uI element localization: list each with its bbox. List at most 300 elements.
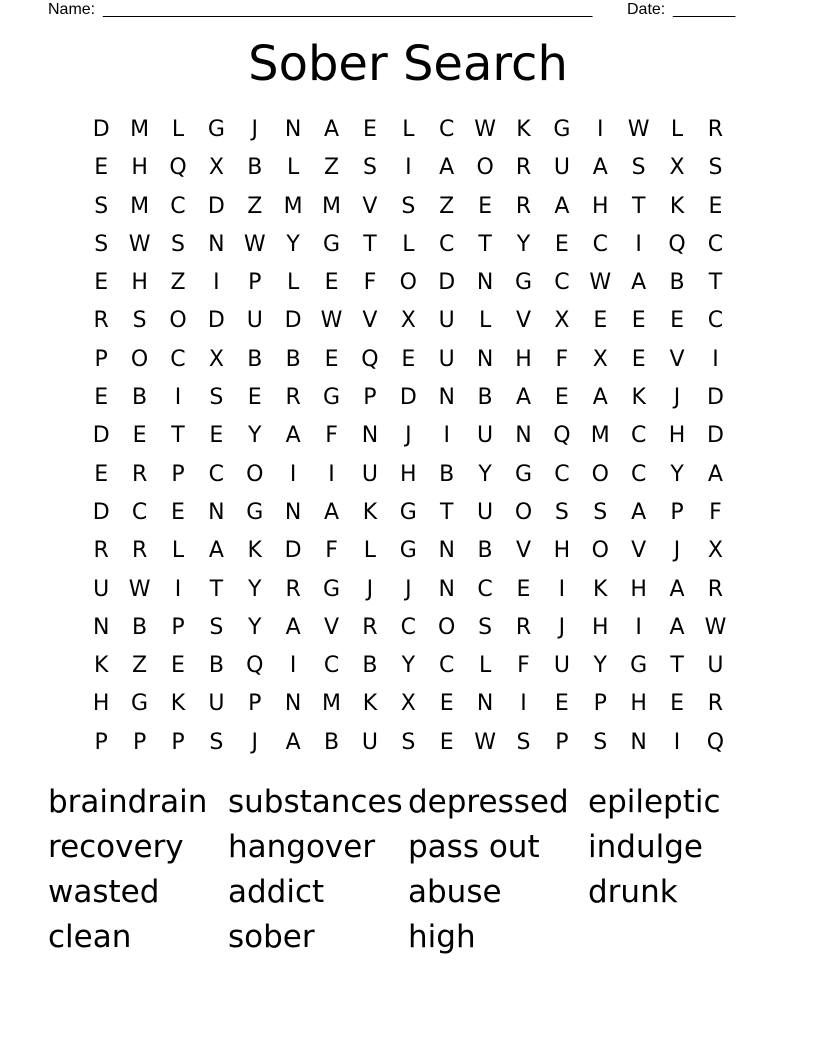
grid-letter: X (400, 691, 416, 717)
grid-letter: I (673, 729, 681, 755)
grid-letter: H (630, 576, 647, 602)
grid-letter: B (247, 155, 263, 181)
grid-letter: N (438, 538, 455, 564)
grid-letter: G (399, 538, 417, 564)
grid-letter: M (322, 691, 342, 717)
grid-letter: P (248, 691, 262, 717)
grid-letter: W (128, 231, 151, 257)
grid-letter: Z (324, 155, 340, 181)
grid-letter: G (399, 499, 417, 525)
grid-letter: S (631, 155, 646, 181)
grid-letter: U (438, 346, 455, 372)
grid-letter: L (670, 117, 684, 142)
grid-letter: W (474, 117, 496, 142)
grid-letter: L (402, 117, 415, 142)
grid-letter: Y (286, 231, 300, 257)
grid-letter: H (92, 691, 110, 717)
grid-letter: C (707, 308, 724, 334)
grid-letter: Y (516, 231, 531, 257)
grid-letter: S (209, 385, 224, 411)
grid-letter: G (131, 691, 149, 717)
grid-letter: N (476, 270, 494, 296)
grid-letter: I (213, 270, 220, 296)
grid-letter: F (709, 499, 722, 525)
grid-letter: R (515, 193, 532, 219)
word-bank-item: sober (228, 919, 315, 955)
grid-letter: V (515, 308, 532, 334)
date-blank-line: _______ (673, 1, 736, 18)
grid-letter: A (592, 385, 608, 411)
grid-letter: A (285, 614, 301, 640)
grid-letter: V (324, 614, 340, 640)
grid-letter: A (439, 155, 455, 181)
grid-letter: D (284, 538, 302, 564)
grid-letter: M (283, 193, 303, 219)
grid-letter: K (170, 691, 186, 717)
grid-letter: I (174, 385, 182, 411)
grid-letter: J (405, 576, 412, 602)
grid-letter: N (476, 346, 494, 372)
grid-letter: P (171, 614, 185, 640)
grid-letter: K (593, 576, 608, 602)
grid-letter: B (477, 538, 493, 564)
grid-letter: T (478, 231, 492, 257)
grid-letter: Q (246, 653, 264, 679)
grid-letter: Y (248, 576, 262, 602)
grid-letter: U (361, 729, 378, 755)
grid-letter: P (94, 729, 108, 755)
grid-letter: P (94, 346, 108, 372)
grid-letter: F (517, 653, 530, 679)
grid-letter: S (554, 499, 569, 525)
grid-letter: C (439, 117, 455, 142)
grid-letter: E (593, 308, 608, 334)
grid-letter: Q (169, 155, 187, 181)
grid-letter: E (670, 691, 684, 717)
grid-letter: A (631, 499, 647, 525)
grid-letter: O (514, 499, 533, 525)
grid-letter: D (706, 385, 724, 411)
grid-letter: U (707, 653, 724, 679)
grid-letter: E (439, 691, 454, 717)
grid-letter: D (706, 423, 724, 449)
grid-letter: H (131, 155, 148, 181)
grid-letter: I (405, 155, 412, 181)
word-bank-item: high (408, 919, 476, 955)
grid-letter: H (592, 614, 609, 640)
grid-letter: E (324, 270, 339, 296)
grid-letter: N (284, 499, 302, 525)
grid-letter: X (592, 346, 608, 372)
grid-letter: Q (668, 231, 686, 257)
grid-letter: N (92, 614, 110, 640)
grid-letter: F (325, 538, 338, 564)
grid-letter: J (405, 423, 412, 449)
grid-letter: A (592, 155, 608, 181)
grid-letter: C (323, 653, 340, 679)
grid-letter: G (323, 231, 341, 257)
grid-letter: E (631, 346, 646, 372)
grid-letter: C (554, 270, 570, 296)
grid-letter: Z (170, 270, 186, 296)
grid-letter: Z (247, 193, 263, 219)
grid-letter: A (515, 385, 532, 411)
grid-letter: Y (593, 653, 607, 679)
word-bank-item: recovery (48, 829, 184, 865)
grid-letter: B (323, 729, 340, 755)
grid-letter: C (707, 231, 724, 257)
grid-letter: R (707, 691, 724, 717)
grid-letter: W (474, 729, 496, 755)
grid-letter: X (707, 538, 723, 564)
grid-letter: K (669, 193, 685, 219)
letter-grid (82, 111, 734, 762)
grid-letter: S (94, 231, 109, 257)
grid-letter: I (558, 576, 566, 602)
grid-letter: I (712, 346, 719, 372)
grid-letter: R (515, 155, 532, 181)
grid-letter: R (131, 538, 148, 564)
grid-letter: T (670, 653, 684, 679)
grid-letter: G (246, 499, 264, 525)
grid-letter: K (93, 653, 109, 679)
grid-letter: A (208, 538, 224, 564)
grid-letter: H (668, 423, 686, 449)
word-bank-item: clean (48, 919, 132, 955)
grid-letter: K (516, 117, 531, 142)
grid-letter: H (553, 538, 571, 564)
grid-letter: K (362, 499, 378, 525)
grid-letter: R (362, 614, 378, 640)
grid-letter: L (478, 308, 492, 334)
grid-letter: E (171, 653, 185, 679)
grid-letter: D (207, 308, 225, 334)
grid-letter: S (401, 193, 416, 219)
grid-letter: R (707, 576, 724, 602)
grid-letter: E (478, 193, 493, 219)
grid-letter: M (322, 193, 342, 219)
grid-letter: W (128, 576, 151, 602)
grid-letter: E (94, 155, 109, 181)
grid-letter: F (555, 346, 569, 372)
grid-letter: E (708, 193, 723, 219)
grid-letter: N (438, 385, 455, 411)
grid-letter: T (631, 193, 646, 219)
grid-letter: Y (401, 653, 416, 679)
grid-letter: R (515, 614, 532, 640)
grid-letter: B (285, 346, 301, 372)
grid-letter: E (670, 308, 684, 334)
word-bank-item: hangover (228, 829, 376, 865)
grid-letter: L (287, 270, 300, 296)
grid-letter: L (478, 653, 492, 679)
grid-letter: L (402, 231, 415, 257)
word-bank-item: substances (228, 784, 403, 820)
grid-letter: E (171, 499, 185, 525)
grid-letter: T (363, 231, 377, 257)
grid-letter: B (362, 653, 378, 679)
word-bank-item: indulge (588, 829, 703, 865)
grid-letter: R (131, 461, 148, 487)
date-label: Date: (627, 1, 666, 18)
grid-letter: D (92, 117, 110, 142)
grid-letter: S (209, 614, 224, 640)
grid-letter: F (363, 270, 377, 296)
grid-letter: C (131, 499, 148, 525)
grid-letter: S (362, 155, 377, 181)
grid-letter: P (171, 729, 185, 755)
grid-letter: H (131, 270, 148, 296)
grid-letter: A (324, 499, 340, 525)
grid-letter: G (207, 117, 225, 142)
grid-letter: M (130, 117, 150, 142)
grid-letter: H (400, 461, 417, 487)
grid-letter: G (514, 461, 533, 487)
grid-letter: U (477, 499, 494, 525)
grid-letter: E (362, 117, 377, 142)
grid-letter: A (285, 423, 301, 449)
grid-letter: O (169, 308, 187, 334)
grid-letter: L (287, 155, 300, 181)
grid-letter: Z (439, 193, 455, 219)
grid-letter: C (630, 423, 647, 449)
grid-letter: U (93, 576, 110, 602)
word-bank-item: braindrain (48, 784, 208, 820)
grid-letter: I (635, 614, 642, 640)
grid-letter: I (597, 117, 604, 142)
grid-letter: P (248, 270, 262, 296)
word-bank-item: addict (228, 874, 325, 910)
grid-letter: X (208, 155, 224, 181)
grid-letter: B (132, 614, 148, 640)
grid-letter: E (516, 576, 531, 602)
grid-letter: A (669, 614, 685, 640)
grid-letter: R (93, 538, 109, 564)
grid-letter: S (94, 193, 109, 219)
grid-letter: O (591, 538, 609, 564)
grid-letter: J (673, 385, 681, 411)
grid-letter: W (627, 117, 650, 142)
grid-letter: B (439, 461, 455, 487)
grid-letter: N (284, 117, 302, 142)
grid-letter: P (171, 461, 185, 487)
word-bank-item: wasted (48, 874, 160, 910)
grid-letter: R (285, 385, 301, 411)
grid-letter: I (289, 461, 297, 487)
grid-letter: S (170, 231, 185, 257)
grid-letter: J (366, 576, 374, 602)
grid-letter: X (208, 346, 224, 372)
grid-letter: P (593, 691, 607, 717)
grid-letter: D (92, 499, 110, 525)
grid-letter: A (324, 117, 340, 142)
grid-letter: T (171, 423, 185, 449)
grid-letter: L (171, 117, 185, 142)
grid-letter: X (400, 308, 416, 334)
grid-letter: P (555, 729, 569, 755)
grid-letter: C (477, 576, 493, 602)
grid-letter: A (554, 193, 570, 219)
grid-letter: A (707, 461, 723, 487)
grid-letter: M (590, 423, 610, 449)
grid-letter: U (553, 155, 570, 181)
grid-letter: Y (248, 423, 262, 449)
grid-letter: X (669, 155, 685, 181)
grid-letter: S (132, 308, 147, 334)
grid-letter: R (707, 117, 724, 142)
grid-letter: I (635, 231, 642, 257)
grid-letter: O (476, 155, 494, 181)
word-bank-item: depressed (408, 784, 569, 820)
grid-letter: G (323, 385, 341, 411)
grid-letter: S (593, 729, 608, 755)
grid-letter: B (669, 270, 685, 296)
grid-letter: J (251, 117, 258, 142)
grid-letter: O (399, 270, 417, 296)
grid-letter: M (130, 193, 150, 219)
name-blank-line: _______________________________________________________ (103, 1, 593, 18)
grid-letter: W (704, 614, 727, 640)
grid-letter: Q (361, 346, 379, 372)
grid-letter: E (439, 729, 454, 755)
grid-letter: E (94, 461, 109, 487)
grid-letter: G (553, 117, 571, 142)
grid-letter: T (209, 576, 224, 602)
word-bank-item: abuse (408, 874, 502, 910)
grid-letter: V (362, 193, 378, 219)
grid-letter: C (170, 346, 186, 372)
grid-letter: R (93, 308, 109, 334)
grid-letter: E (631, 308, 646, 334)
grid-letter: C (630, 461, 647, 487)
grid-letter: J (251, 729, 258, 755)
grid-letter: A (631, 270, 647, 296)
grid-letter: J (558, 614, 566, 640)
grid-letter: V (631, 538, 647, 564)
word-bank-item: pass out (408, 829, 540, 865)
grid-letter: I (443, 423, 450, 449)
grid-letter: N (361, 423, 379, 449)
grid-letter: U (208, 691, 225, 717)
grid-letter: E (554, 231, 569, 257)
grid-letter: N (515, 423, 532, 449)
grid-letter: L (363, 538, 377, 564)
grid-letter: E (554, 385, 569, 411)
grid-letter: N (630, 729, 647, 755)
grid-letter: G (323, 576, 341, 602)
grid-letter: C (439, 653, 455, 679)
grid-letter: A (669, 576, 685, 602)
grid-letter: P (670, 499, 684, 525)
grid-letter: V (669, 346, 685, 372)
grid-letter: B (132, 385, 148, 411)
grid-letter: D (284, 308, 302, 334)
grid-letter: Y (670, 461, 684, 487)
grid-letter: N (208, 499, 225, 525)
grid-letter: U (361, 461, 378, 487)
grid-letter: R (285, 576, 301, 602)
grid-letter: T (439, 499, 454, 525)
grid-letter: C (400, 614, 416, 640)
word-bank-item: epileptic (588, 784, 721, 820)
grid-letter: N (438, 576, 455, 602)
puzzle-title: Sober Search (248, 36, 568, 92)
grid-letter: N (476, 691, 494, 717)
grid-letter: I (520, 691, 527, 717)
grid-letter: O (591, 461, 609, 487)
grid-letter: E (324, 346, 339, 372)
grid-letter: E (94, 270, 109, 296)
grid-letter: C (554, 461, 570, 487)
grid-letter: U (438, 308, 455, 334)
grid-letter: S (401, 729, 416, 755)
grid-letter: S (209, 729, 224, 755)
grid-letter: E (132, 423, 147, 449)
grid-letter: T (708, 270, 723, 296)
grid-letter: B (208, 653, 224, 679)
grid-letter: C (170, 193, 186, 219)
grid-letter: J (673, 538, 681, 564)
grid-letter: B (247, 346, 263, 372)
grid-letter: S (593, 499, 608, 525)
grid-letter: I (174, 576, 182, 602)
grid-letter: W (243, 231, 266, 257)
grid-letter: E (209, 423, 224, 449)
grid-letter: Q (553, 423, 571, 449)
grid-letter: L (171, 538, 185, 564)
grid-letter: X (554, 308, 570, 334)
grid-letter: S (708, 155, 723, 181)
grid-letter: E (94, 385, 109, 411)
grid-letter: V (362, 308, 378, 334)
grid-letter: C (439, 231, 455, 257)
grid-letter: Q (706, 729, 725, 755)
grid-letter: U (477, 423, 494, 449)
grid-letter: C (592, 231, 608, 257)
grid-letter: F (325, 423, 338, 449)
grid-letter: O (130, 346, 149, 372)
grid-letter: W (320, 308, 343, 334)
grid-letter: B (477, 385, 493, 411)
grid-letter: O (246, 461, 264, 487)
grid-letter: E (401, 346, 416, 372)
grid-letter: U (246, 308, 263, 334)
word-bank (48, 780, 768, 960)
grid-letter: I (328, 461, 335, 487)
grid-letter: Y (478, 461, 492, 487)
grid-letter: E (247, 385, 262, 411)
grid-letter: O (438, 614, 456, 640)
grid-letter: D (92, 423, 110, 449)
grid-letter: H (515, 346, 532, 372)
grid-letter: Z (132, 653, 148, 679)
grid-letter: S (478, 614, 493, 640)
grid-letter: W (589, 270, 612, 296)
grid-letter: K (247, 538, 262, 564)
grid-letter: Y (248, 614, 262, 640)
header (48, 0, 748, 20)
word-bank-item: drunk (588, 874, 678, 910)
grid-letter: N (284, 691, 302, 717)
grid-letter: G (514, 270, 533, 296)
grid-letter: V (515, 538, 532, 564)
grid-letter: A (285, 729, 301, 755)
grid-letter: C (208, 461, 225, 487)
grid-letter: D (438, 270, 456, 296)
grid-letter: K (362, 691, 378, 717)
grid-letter: H (592, 193, 609, 219)
grid-letter: H (630, 691, 647, 717)
